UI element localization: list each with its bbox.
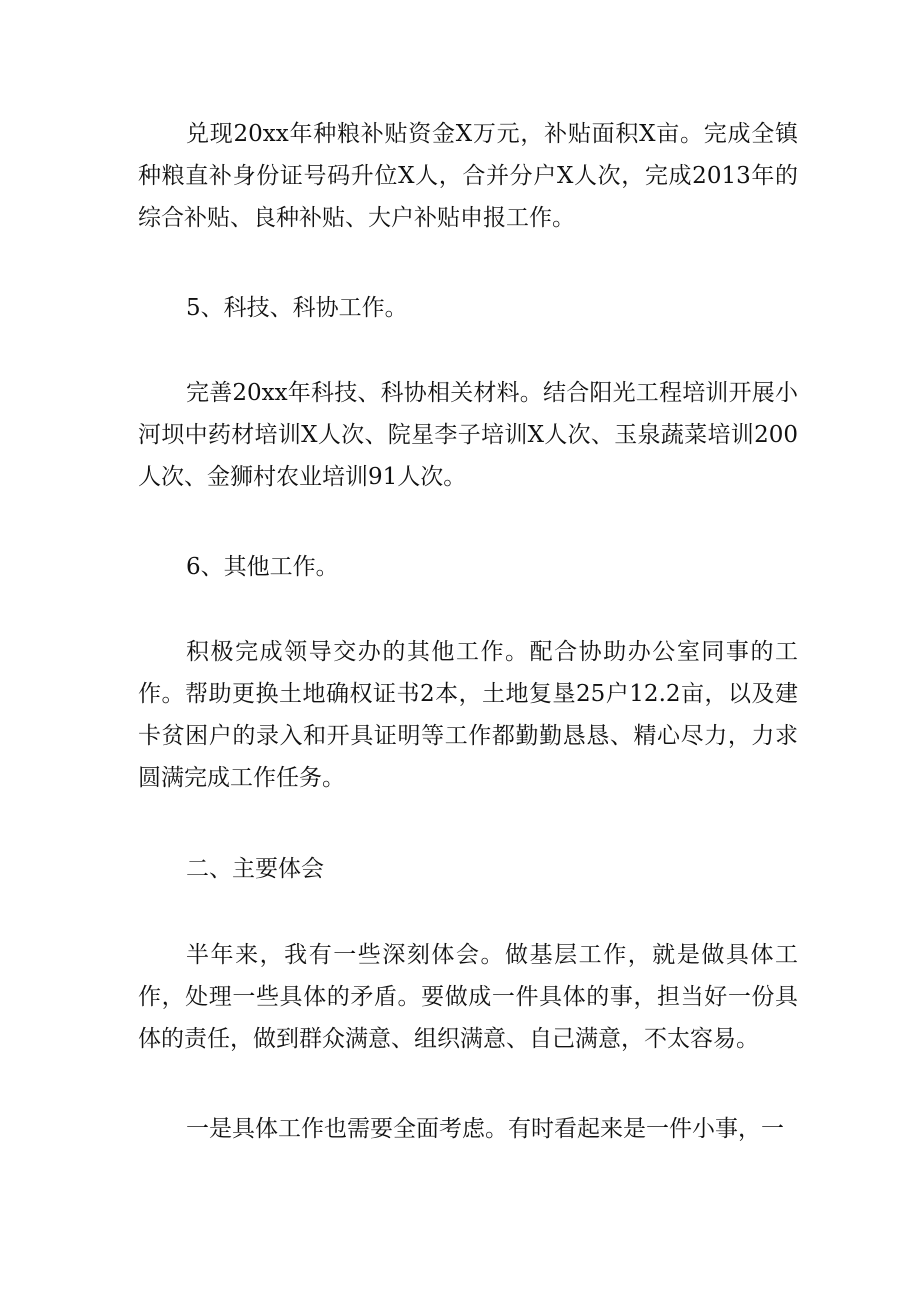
paragraph-science-training: 完善20xx年科技、科协相关材料。结合阳光工程培训开展小河坝中药材培训X人次、院星李子培训X人次、玉泉蔬菜培训200人次、金狮村农业培训91人次。 xyxy=(138,380,798,490)
paragraph-first-point: 一是具体工作也需要全面考虑。有时看起来是一件小事，一 xyxy=(186,1116,784,1142)
heading-main-experience: 二、主要体会 xyxy=(186,856,324,882)
paragraph-experience-summary: 半年来，我有一些深刻体会。做基层工作，就是做具体工作，处理一些具体的矛盾。要做成一件具体的事，担当好一份具体的责任，做到群众满意、组织满意、自己满意，不太容易。 xyxy=(138,942,798,1052)
heading-other-work: 6、其他工作。 xyxy=(186,554,339,580)
heading-science-technology: 5、科技、科协工作。 xyxy=(186,295,408,321)
paragraph-grain-subsidy: 兑现20xx年种粮补贴资金X万元，补贴面积X亩。完成全镇种粮直补身份证号码升位X人，合并分户X人次，完成2013年的综合补贴、良种补贴、大户补贴申报工作。 xyxy=(138,121,798,231)
paragraph-other-work: 积极完成领导交办的其他工作。配合协助办公室同事的工作。帮助更换土地确权证书2本，土地复垦25户12.2亩，以及建卡贫困户的录入和开具证明等工作都勤勤恳恳、精心尽力，力求圆满完成工作任务。 xyxy=(138,639,798,791)
